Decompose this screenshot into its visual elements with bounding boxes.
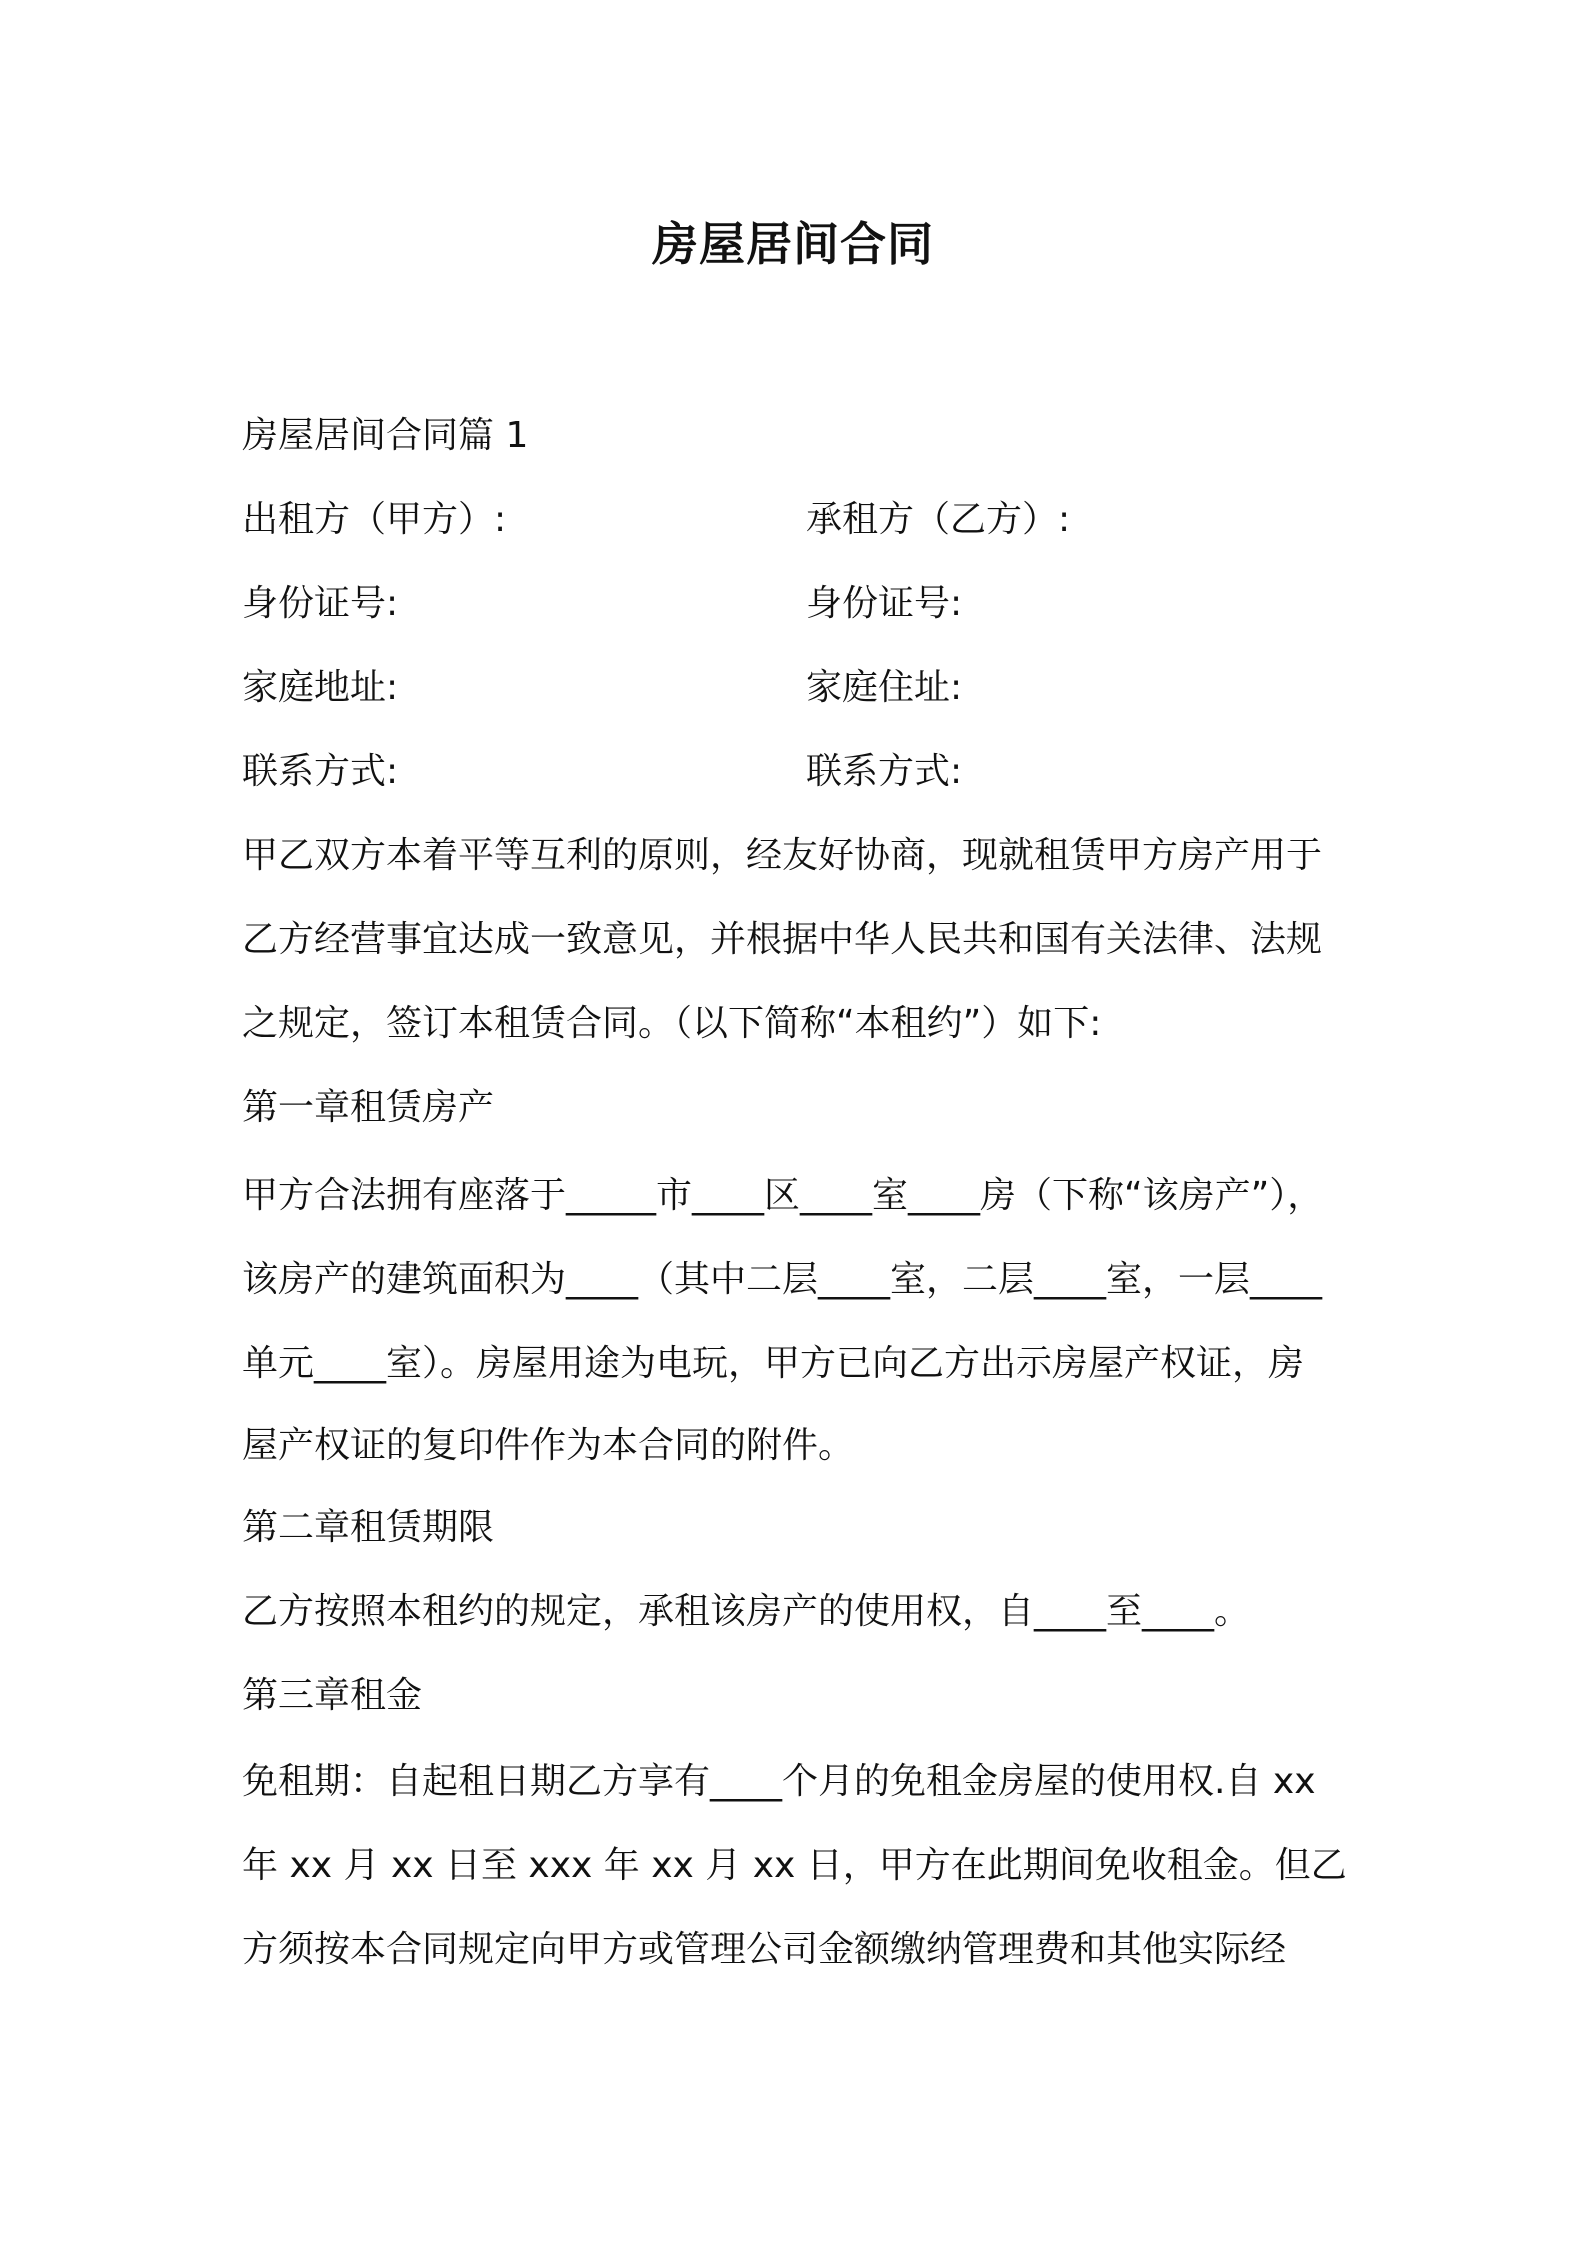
body-line: 方须按本合同规定向甲方或管理公司金额缴纳管理费和其他实际经 (242, 1929, 1287, 1970)
body-line: 甲方合法拥有座落于_____市____区____室____房（下称“该房产”）， (242, 1175, 1324, 1216)
chapter-heading: 第二章租赁期限 (242, 1507, 495, 1548)
lessor-contact-label: 联系方式: (242, 751, 399, 792)
lessee-address-label: 家庭住址: (806, 667, 963, 708)
lessor-id-label: 身份证号: (242, 583, 399, 624)
chapter-heading: 第三章租金 (242, 1675, 423, 1716)
body-line: 之规定，签订本租赁合同。（以下简称“本租约”）如下: (242, 1003, 1102, 1044)
body-line: 乙方按照本租约的规定，承租该房产的使用权，自____至____。 (242, 1591, 1251, 1632)
lessee-contact-label: 联系方式: (806, 751, 963, 792)
lessee-id-label: 身份证号: (806, 583, 963, 624)
document-title: 房屋居间合同 (652, 217, 934, 271)
chapter-heading: 第一章租赁房产 (242, 1087, 495, 1128)
body-line: 年 xx 月 xx 日至 xxx 年 xx 月 xx 日，甲方在此期间免收租金。但乙 (242, 1845, 1347, 1886)
body-line: 屋产权证的复印件作为本合同的附件。 (242, 1425, 855, 1466)
lessor-label: 出租方（甲方）: (242, 499, 507, 540)
lessee-label: 承租方（乙方）: (806, 499, 1071, 540)
body-line: 甲乙双方本着平等互利的原则，经友好协商，现就租赁甲方房产用于 (242, 835, 1323, 876)
body-line: 该房产的建筑面积为____（其中二层____室，二层____室，一层____ (242, 1259, 1323, 1300)
lessor-address-label: 家庭地址: (242, 667, 399, 708)
body-line: 单元____室）。房屋用途为电玩，甲方已向乙方出示房屋产权证，房 (242, 1343, 1305, 1384)
body-line: 乙方经营事宜达成一致意见，并根据中华人民共和国有关法律、法规 (242, 919, 1323, 960)
section-heading: 房屋居间合同篇 1 (242, 415, 529, 456)
body-line: 免租期：自起租日期乙方享有____个月的免租金房屋的使用权.自 xx (242, 1761, 1316, 1802)
